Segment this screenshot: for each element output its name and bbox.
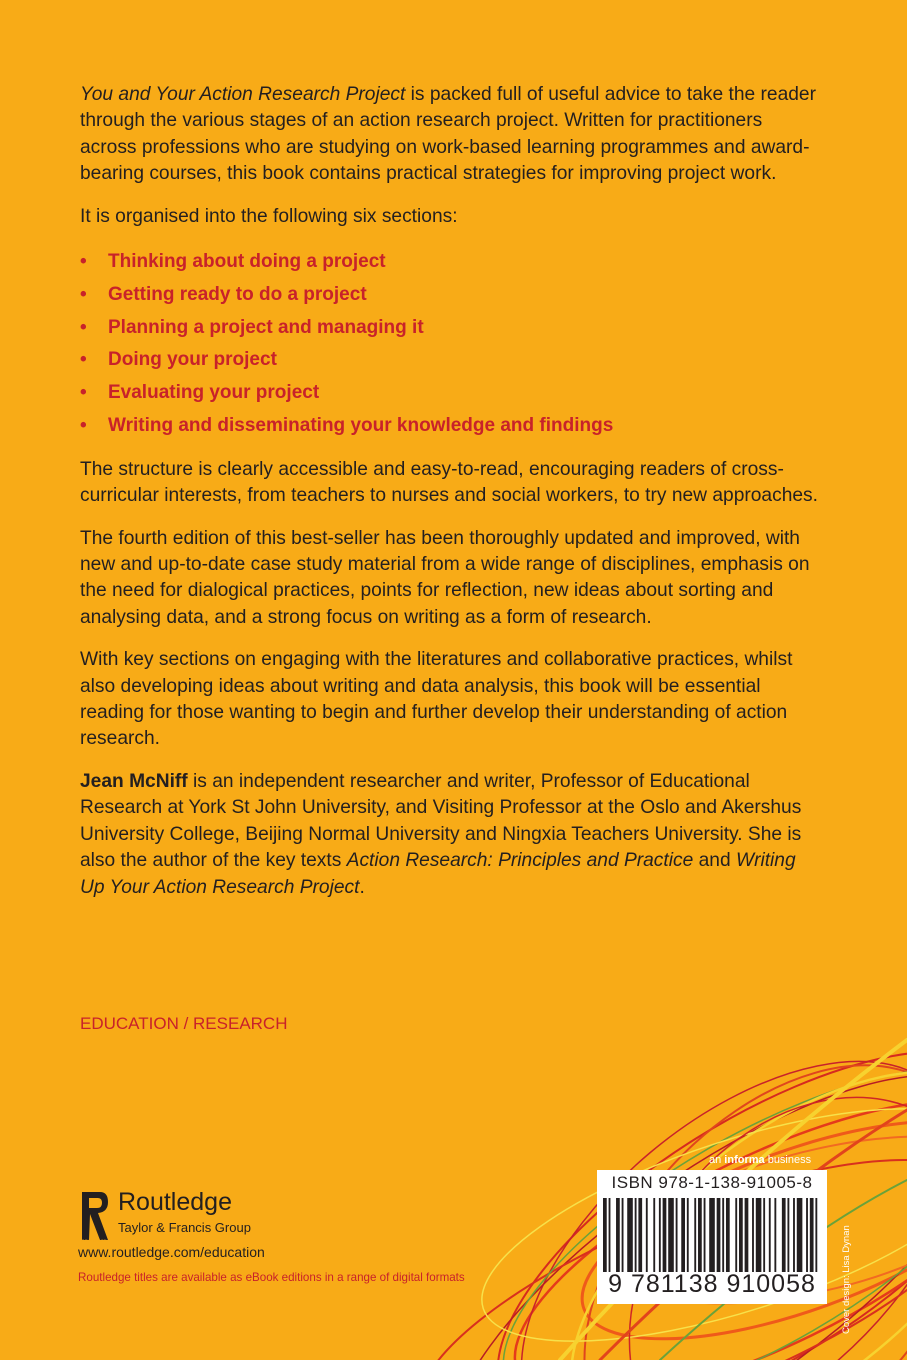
- barcode-bar: [735, 1198, 737, 1272]
- barcode-bar: [627, 1198, 633, 1272]
- barcode-bar: [756, 1198, 762, 1272]
- author-book-1: Action Research: Principles and Practice: [346, 850, 694, 872]
- routledge-logo: [78, 1188, 298, 1244]
- section-item: • Evaluating your project: [80, 377, 820, 410]
- author-paragraph: [80, 769, 820, 901]
- cover-credit: [838, 1224, 854, 1334]
- barcode-bar: [659, 1198, 661, 1272]
- intro-text: is packed full of useful advice to take the reader through the various stages of an action research project. Written for practitioners across professions who are studying on work-based learning programmes and award-bearing courses, this book contains practical strategies for improving project work.: [80, 84, 816, 185]
- barcode-bar: [676, 1198, 678, 1272]
- publisher-url[interactable]: www.routledge.com/education: [78, 1244, 265, 1260]
- barcode-bar: [687, 1198, 689, 1272]
- author-bio: is an independent researcher and writer, Professor of Educational Research at York St John University, and Visiting Professor at the Oslo and Akershus University College, Beijing Normal University and Ningxia Teachers University. She is also the author of the key texts: [80, 770, 802, 872]
- barcode-bar: [774, 1198, 776, 1272]
- barcode-bar: [806, 1198, 808, 1272]
- routledge-mark-icon: [78, 1188, 110, 1244]
- barcode-bar: [722, 1198, 724, 1272]
- barcode-bar: [763, 1198, 765, 1272]
- section-item: • Doing your project: [80, 344, 820, 377]
- barcode-bar: [603, 1198, 607, 1272]
- sections-lead: It is organised into the following six sections:: [80, 205, 458, 227]
- barcode-bar: [752, 1198, 754, 1272]
- section-item: • Writing and disseminating your knowledge and findings: [80, 410, 820, 443]
- blurb: [80, 82, 820, 917]
- author-book-2: Writing Up Your Action Research Project: [80, 850, 796, 898]
- barcode-bar: [745, 1198, 749, 1272]
- barcode-bar: [653, 1198, 655, 1272]
- author-name: Jean McNiff: [80, 770, 188, 792]
- barcode-bar: [739, 1198, 743, 1272]
- publisher-group: Taylor & Francis Group: [118, 1220, 251, 1235]
- sections-list: [80, 246, 820, 443]
- barcode-bar: [717, 1198, 721, 1272]
- edition-paragraph: The fourth edition of this best-seller has been thoroughly updated and improved, with new and up-to-date case study material from a wide range of disciplines, emphasis on the need for dialogical practices, points for reflection, new ideas about sorting and analysing data, and a strong focus on writing as a form of research.: [80, 527, 810, 628]
- barcode-bar: [694, 1198, 696, 1272]
- barcode-bar: [704, 1198, 706, 1272]
- intro-paragraph: [80, 82, 820, 188]
- key-sections-paragraph: With key sections on engaging with the literatures and collaborative practices, whilst also developing ideas about writing and data analysis, this book will be essential reading for those wanting to begin and further develop their understanding of action research.: [80, 649, 793, 750]
- section-item: • Getting ready to do a project: [80, 279, 820, 312]
- informa-tag: [709, 1154, 811, 1166]
- section-item: • Thinking about doing a project: [80, 246, 820, 279]
- book-title: You and Your Action Research Project: [80, 84, 406, 105]
- author-and: and: [693, 850, 736, 872]
- barcode-bar: [668, 1198, 674, 1272]
- barcode-bar: [698, 1198, 702, 1272]
- barcode-bar: [793, 1198, 795, 1272]
- cover-credit-text: Cover design: Lisa Dynan: [841, 1225, 852, 1334]
- barcode-bar: [681, 1198, 685, 1272]
- barcode-bar: [815, 1198, 817, 1272]
- publisher-name: Routledge: [118, 1188, 232, 1216]
- section-item: • Planning a project and managing it: [80, 312, 820, 345]
- ebook-note: Routledge titles are available as eBook editions in a range of digital formats: [78, 1271, 465, 1284]
- barcode-bar: [787, 1198, 789, 1272]
- barcode-bar: [609, 1198, 611, 1272]
- informa-prefix: an: [709, 1154, 725, 1166]
- subject-category: EDUCATION / RESEARCH: [80, 1014, 288, 1033]
- informa-brand: informa: [724, 1154, 765, 1166]
- logo-mark-text: ROUTLEDGE: [81, 1238, 107, 1243]
- isbn-label: ISBN 978-1-138-91005-8: [611, 1173, 813, 1192]
- barcode-bar: [616, 1198, 620, 1272]
- structure-paragraph: The structure is clearly accessible and easy-to-read, encouraging readers of cross-curricular interests, from teachers to nurses and social workers, to try new approaches.: [80, 458, 818, 507]
- barcode-digits: 9 781138 910058: [608, 1270, 816, 1298]
- barcode-bar: [797, 1198, 803, 1272]
- barcode-bar: [810, 1198, 814, 1272]
- informa-suffix: business: [764, 1154, 812, 1166]
- barcode-bar: [709, 1198, 715, 1272]
- barcode-bar: [635, 1198, 637, 1272]
- barcode-bar: [646, 1198, 648, 1272]
- barcode-bar: [638, 1198, 642, 1272]
- barcode-bar: [663, 1198, 667, 1272]
- barcode-bar: [622, 1198, 624, 1272]
- barcode-bar: [726, 1198, 730, 1272]
- barcode-box: [597, 1170, 827, 1304]
- barcode-icon: [603, 1198, 821, 1272]
- barcode-bar: [782, 1198, 786, 1272]
- author-end: .: [359, 876, 365, 898]
- barcode-bar: [769, 1198, 771, 1272]
